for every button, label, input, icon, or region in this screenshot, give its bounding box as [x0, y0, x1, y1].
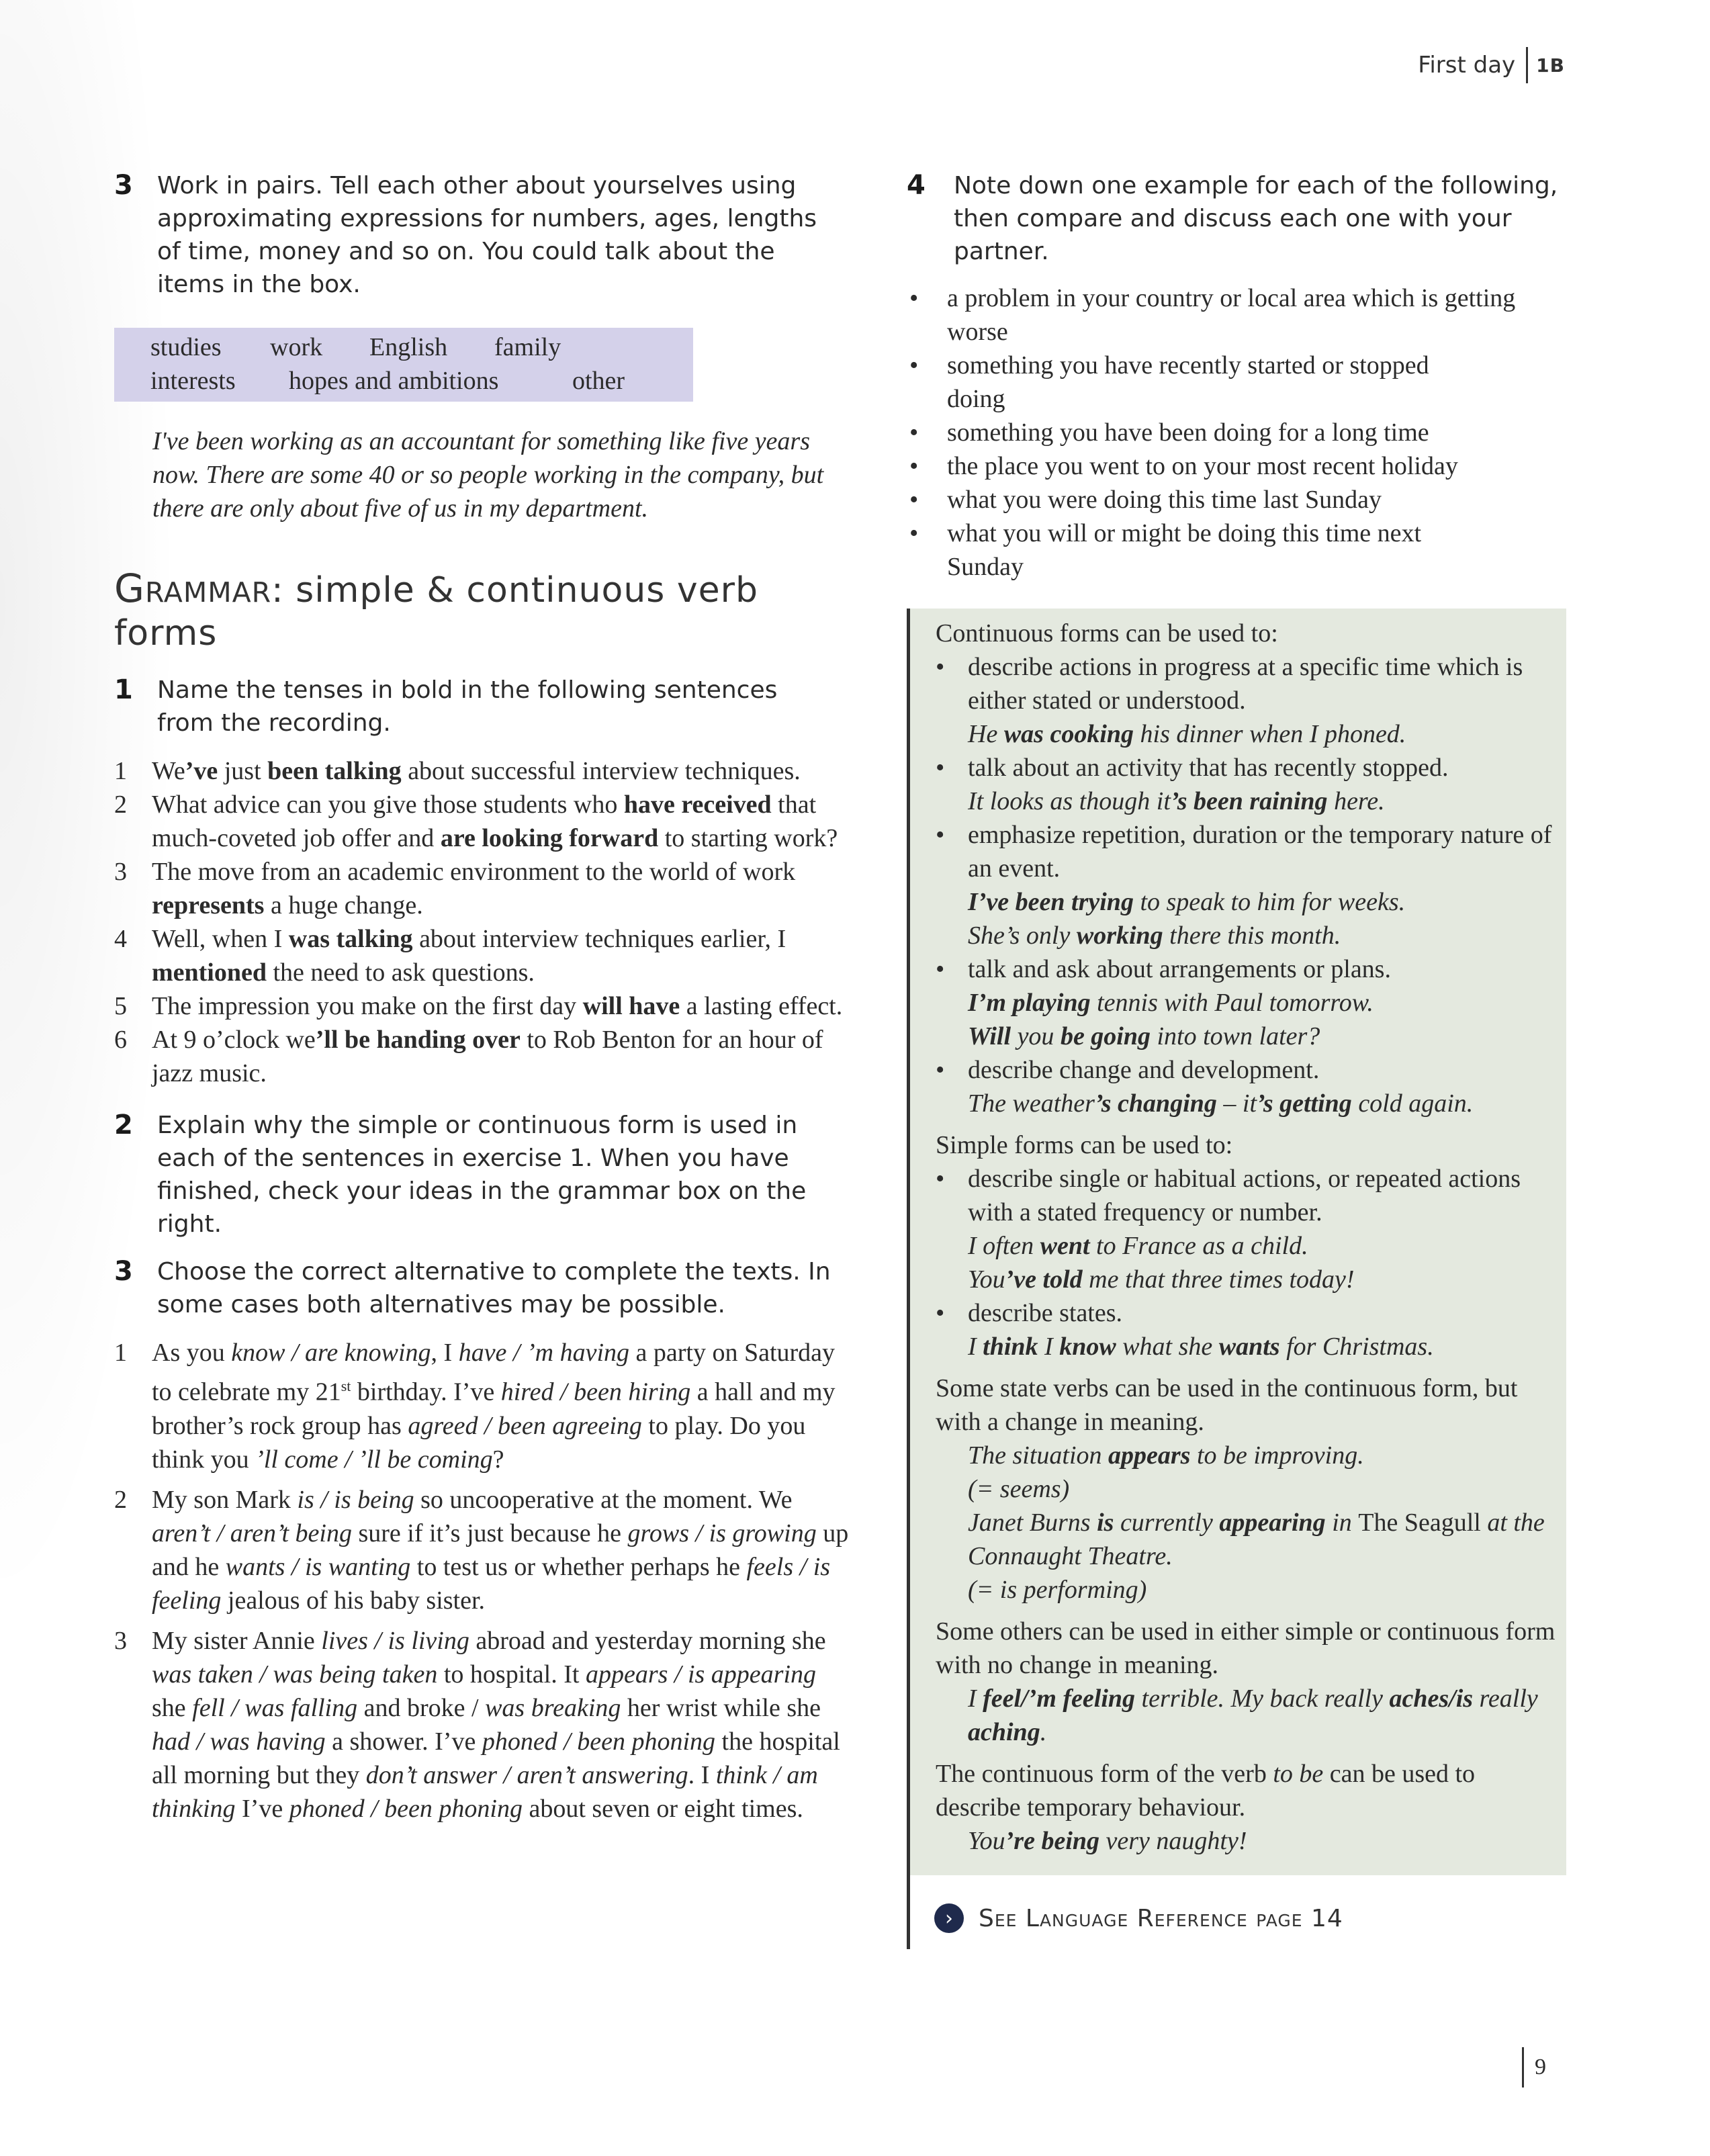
- example: (= is performing): [968, 1576, 1147, 1604]
- topic-interests: interests: [150, 367, 236, 395]
- page-number-value: 9: [1535, 2055, 1546, 2079]
- speaking-exercise-3: [114, 169, 856, 301]
- list-item: • something you have been doing for a long time: [909, 418, 1429, 447]
- example: (= seems): [968, 1475, 1070, 1503]
- state-verbs-intro: Some state verbs can be used in the continuous form, but with a change in meaning.: [936, 1374, 1518, 1436]
- topic-family: family: [494, 333, 561, 361]
- list-item: • describe single or habitual actions, or repeated actions with a stated frequency or number.: [936, 1165, 1521, 1226]
- list-item: • talk and ask about arrangements or plans.: [936, 955, 1391, 983]
- right-column: [907, 169, 1585, 584]
- example: I feel/’m feeling terrible. My back really aches/is really aching.: [968, 1685, 1538, 1746]
- example: Will you be going into town later?: [968, 1022, 1320, 1050]
- example: Janet Burns is currently appearing in The Seagull at the Connaught Theatre.: [968, 1509, 1545, 1570]
- list-item: 3 The move from an academic environment to the world of work represents a huge change.: [114, 858, 796, 919]
- topic-box: [114, 328, 693, 402]
- exercise-number: 2: [114, 1110, 133, 1140]
- example: You’ve told me that three times today!: [968, 1265, 1355, 1294]
- list-item: • the place you went to on your most recent holiday: [909, 452, 1458, 480]
- exercise-number: 3: [114, 170, 133, 201]
- list-item: • emphasize repetition, duration or the temporary nature of an event.: [936, 821, 1552, 883]
- exercise-number: 3: [114, 1256, 133, 1287]
- exercise-number: 4: [907, 170, 926, 201]
- exercise-instruction: Explain why the simple or continuous form is used in each of the sentences in exercise 1. When you have finished, check your ideas in the grammar box on the right.: [157, 1112, 807, 1238]
- list-item: 2 What advice can you give those students who have received that much-coveted job offer and are looking forward to starting work?: [114, 791, 838, 852]
- exercise-number: 1: [114, 674, 133, 705]
- continuous-intro: Continuous forms can be used to:: [936, 619, 1278, 647]
- example: I often went to France as a child.: [968, 1232, 1308, 1260]
- list-item: 3 My sister Annie lives / is living abroad and yesterday morning she was taken / was being taken to hospital. It appears / is appearing she fell / was falling and broke / was breaking her wrist while she had / was having a shower. I’ve phoned / been phoning the hospital all morning but they don’t answer / aren’t answering. I think / am thinking I’ve phoned / been phoning about seven or eight times.: [114, 1626, 840, 1823]
- discussion-prompts: [907, 281, 1578, 584]
- grammar-box: [907, 609, 1566, 1875]
- either-form-intro: Some others can be used in either simple or continuous form with no change in meaning.: [936, 1617, 1556, 1679]
- header-divider: [1526, 47, 1528, 83]
- chevron-right-icon: ›: [934, 1903, 964, 1933]
- header-title: First day: [1418, 52, 1516, 79]
- example: I’ve been trying to speak to him for weeks.: [968, 888, 1406, 916]
- example: I’m playing tennis with Paul tomorrow.: [968, 989, 1374, 1017]
- sample-answer: I've been working as an accountant for something like five years now. There are some 40 or so people working in the company, but there are only about five of us in my department.: [152, 427, 824, 523]
- list-item: • what you were doing this time last Sunday: [909, 486, 1382, 514]
- recording-sentences: [114, 754, 856, 1090]
- example: The weather’s changing – it’s getting cold again.: [968, 1089, 1474, 1118]
- list-item: 1 We’ve just been talking about successful interview techniques.: [114, 757, 801, 785]
- list-item: • describe states.: [936, 1299, 1123, 1327]
- list-item: • what you will or might be doing this time next Sunday: [909, 519, 1422, 581]
- grammar-exercise-3: [114, 1255, 856, 1321]
- to-be-intro: The continuous form of the verb to be can be used to describe temporary behaviour.: [936, 1760, 1476, 1822]
- list-item: • a problem in your country or local area which is getting worse: [909, 284, 1516, 346]
- list-item: • talk about an activity that has recently stopped.: [936, 754, 1449, 782]
- exercise-instruction: Note down one example for each of the following, then compare and discuss each one with your partner.: [954, 172, 1558, 265]
- grammar-heading: [114, 567, 856, 655]
- exercise-instruction: Work in pairs. Tell each other about yourselves using approximating expressions for numbers, ages, lengths of time, money and so on. You could talk about the items in the box.: [157, 172, 817, 298]
- exercise-4: [907, 169, 1585, 268]
- list-item: • something you have recently started or stopped doing: [909, 351, 1429, 413]
- grammar-exercise-1: [114, 674, 856, 739]
- topic-work: work: [270, 333, 323, 361]
- exercise-instruction: Name the tenses in bold in the following sentences from the recording.: [157, 676, 778, 737]
- example: She’s only working there this month.: [968, 922, 1341, 950]
- list-item: • describe change and development.: [936, 1056, 1320, 1084]
- list-item: 4 Well, when I was talking about interview techniques earlier, I mentioned the need to ask questions.: [114, 925, 786, 987]
- example: You’re being very naughty!: [968, 1827, 1247, 1855]
- left-column: [114, 169, 856, 1826]
- example: The situation appears to be improving.: [968, 1441, 1364, 1470]
- list-item: 2 My son Mark is / is being so uncooperative at the moment. We aren’t / aren’t being sure if it’s just because he grows / is growing up and he wants / is wanting to test us or whether perhaps he feels / is feeling jealous of his baby sister.: [114, 1485, 849, 1615]
- list-item: 6 At 9 o’clock we’ll be handing over to Rob Benton for an hour of jazz music.: [114, 1026, 823, 1087]
- example: I think I know what she wants for Christmas.: [968, 1333, 1434, 1361]
- choice-texts: [114, 1336, 856, 1826]
- list-item: 5 The impression you make on the first day will have a lasting effect.: [114, 992, 843, 1020]
- language-reference-link[interactable]: [907, 1875, 1566, 1949]
- example: He was cooking his dinner when I phoned.: [968, 720, 1406, 748]
- language-reference-label: See Language Reference page 14: [979, 1904, 1343, 1932]
- page-number: [1522, 2047, 1546, 2087]
- page-number-divider: [1522, 2047, 1524, 2087]
- list-item: • describe actions in progress at a specific time which is either stated or understood.: [936, 653, 1523, 715]
- grammar-heading-topic: : simple & continuous verb forms: [114, 570, 759, 654]
- grammar-heading-word: Grammar: [114, 566, 272, 611]
- topic-hopes: hopes and ambitions: [289, 367, 499, 395]
- topic-other: other: [572, 367, 625, 395]
- simple-intro: Simple forms can be used to:: [936, 1131, 1233, 1159]
- header-unit: 1B: [1536, 54, 1565, 77]
- page-header: [1418, 47, 1565, 83]
- example: It looks as though it’s been raining here.: [968, 787, 1385, 815]
- topic-studies: studies: [150, 333, 222, 361]
- exercise-instruction: Choose the correct alternative to complete the texts. In some cases both alternatives may be possible.: [157, 1258, 831, 1318]
- topic-english: English: [369, 333, 448, 361]
- list-item: 1 As you know / are knowing, I have / ’m having a party on Saturday to celebrate my 21st birthday. I’ve hired / been hiring a hall and my brother’s rock group has agreed / been agreeing to play. Do you think you ’ll come / ’ll be coming?: [114, 1339, 836, 1474]
- grammar-exercise-2: [114, 1109, 856, 1241]
